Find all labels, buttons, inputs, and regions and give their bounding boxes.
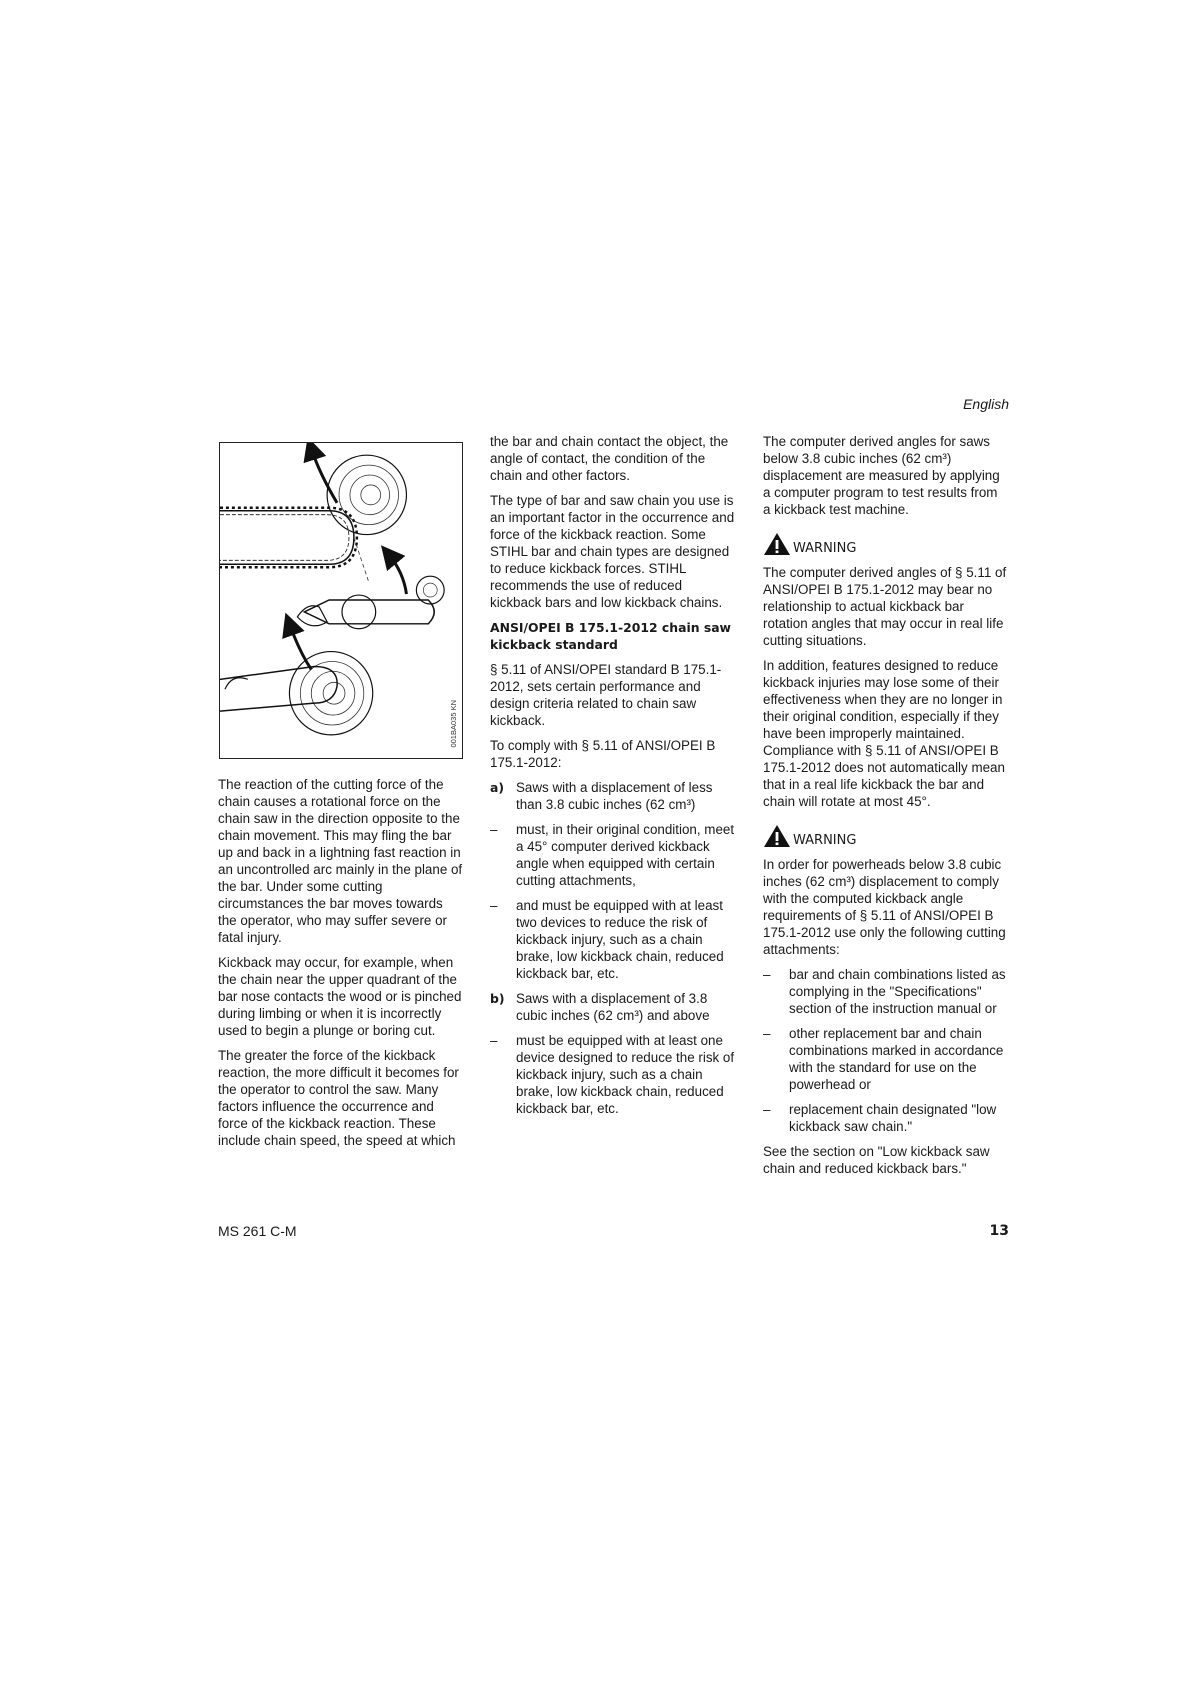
list-item-text: replacement chain designated "low kickback saw chain." [789, 1102, 997, 1134]
list-marker: – [763, 1026, 771, 1041]
list-marker: b) [490, 991, 505, 1006]
bar-top [220, 508, 357, 568]
paragraph: The computer derived angles of § 5.11 of ANSI/OPEI B 175.1-2012 may bear no relationship to actual kickback bar rotation angles that may occur in real life cutting situations. [763, 565, 1007, 648]
list-item [490, 1032, 735, 1117]
list-marker: – [490, 898, 498, 913]
figure-id: 001BA035 KN [449, 700, 458, 748]
paragraph: The reaction of the cutting force of the chain causes a rotational force on the chain saw in the direction opposite to the chain movement. This may fling the bar up and back in a lightning fast reaction in an uncontrolled arc mainly in the plane of the bar. Under some cutting circumstances the bar moves towards the operator, who may suffer severe or fatal injury. [218, 777, 463, 945]
column-left [218, 776, 463, 1157]
list-marker: a) [490, 780, 505, 795]
list-item [763, 1101, 1008, 1135]
list-marker: – [490, 1033, 498, 1048]
paragraph: § 5.11 of ANSI/OPEI standard B 175.1-2012, sets certain performance and design criteria related to chain saw kickback. [490, 662, 722, 728]
log-bottom [289, 652, 372, 735]
warning-icon [763, 532, 791, 556]
list-item [490, 779, 735, 813]
list-item-text: bar and chain combinations listed as complying in the "Specifications" section of the instruction manual or [789, 967, 1006, 1016]
list-item-text: and must be equipped with at least two devices to reduce the risk of kickback injury, such as a chain brake, low kickback chain, reduced kickback bar, etc. [516, 898, 724, 981]
list-item-text: Saws with a displacement of less than 3.8 cubic inches (62 cm³) [516, 780, 713, 812]
warning-heading [763, 824, 1008, 848]
saw-middle [297, 576, 444, 629]
paragraph: In order for powerheads below 3.8 cubic inches (62 cm³) displacement to comply with the computed kickback angle requirements of § 5.11 of ANSI/OPEI B 175.1-2012 use only the following cutting attachments: [763, 857, 1006, 957]
paragraph: To comply with § 5.11 of ANSI/OPEI B 175.1-2012: [490, 738, 716, 770]
footer-model: MS 261 C-M [218, 1223, 297, 1239]
warning-icon [763, 824, 791, 848]
section-heading: ANSI/OPEI B 175.1-2012 chain saw kickback standard [490, 620, 732, 652]
paragraph: Kickback may occur, for example, when the chain near the upper quadrant of the bar nose contacts the wood or is pinched during limbing or when it is incorrectly used to begin a plunge or boring cut. [218, 955, 462, 1038]
paragraph: The type of bar and saw chain you use is an important factor in the occurrence and force of the kickback reaction. Some STIHL bar and chain types are designed to reduce kickback forces. STIHL recommends the use of reduced kickback bars and low kickback chains. [490, 493, 735, 610]
warning-label: WARNING [793, 833, 857, 848]
list-item-text: must, in their original condition, meet a 45° computer derived kickback angle when equipped with certain cutting attachments, [516, 822, 735, 888]
paragraph: In addition, features designed to reduce kickback injuries may lose some of their effectiveness when they are no longer in their original condition, especially if they have been improperly maintained. Compliance with § 5.11 of ANSI/OPEI B 175.1-2012 does not automatically mean that in a real life kickback the bar and chain will rotate at most 45°. [763, 658, 1005, 809]
paragraph: The computer derived angles for saws below 3.8 cubic inches (62 cm³) displacement are measured by applying a computer program to test results from a kickback test machine. [763, 434, 1000, 517]
list-item-text: other replacement bar and chain combinations marked in accordance with the standard for use on the powerhead or [789, 1026, 1004, 1092]
list-item [763, 966, 1008, 1017]
page-number: 13 [989, 1223, 1009, 1239]
list-item-text: Saws with a displacement of 3.8 cubic inches (62 cm³) and above [516, 991, 710, 1023]
list-marker: – [763, 967, 771, 982]
column-middle [490, 433, 735, 1125]
warning-label: WARNING [793, 541, 857, 556]
page-language: English [963, 396, 1009, 412]
list-item [490, 990, 735, 1024]
kickback-figure [219, 442, 463, 759]
column-right [763, 433, 1008, 1185]
list-marker: – [763, 1102, 771, 1117]
saw-bottom [220, 666, 337, 711]
log-top [327, 455, 406, 534]
list-item-text: must be equipped with at least one device designed to reduce the risk of kickback injury, such as a chain brake, low kickback chain, reduced kickback bar, etc. [516, 1033, 735, 1116]
paragraph: the bar and chain contact the object, the angle of contact, the condition of the chain and other factors. [490, 434, 729, 483]
list-marker: – [490, 822, 498, 837]
paragraph: The greater the force of the kickback reaction, the more difficult it becomes for the operator to control the saw. Many factors influence the occurrence and force of the kickback reaction. These include chain speed, the speed at which [218, 1048, 459, 1148]
kickback-illustration [220, 443, 462, 758]
list-item [763, 1025, 1008, 1093]
warning-heading [763, 532, 1008, 556]
paragraph: See the section on "Low kickback saw chain and reduced kickback bars." [763, 1144, 990, 1176]
list-item [490, 821, 735, 889]
list-item [490, 897, 735, 982]
